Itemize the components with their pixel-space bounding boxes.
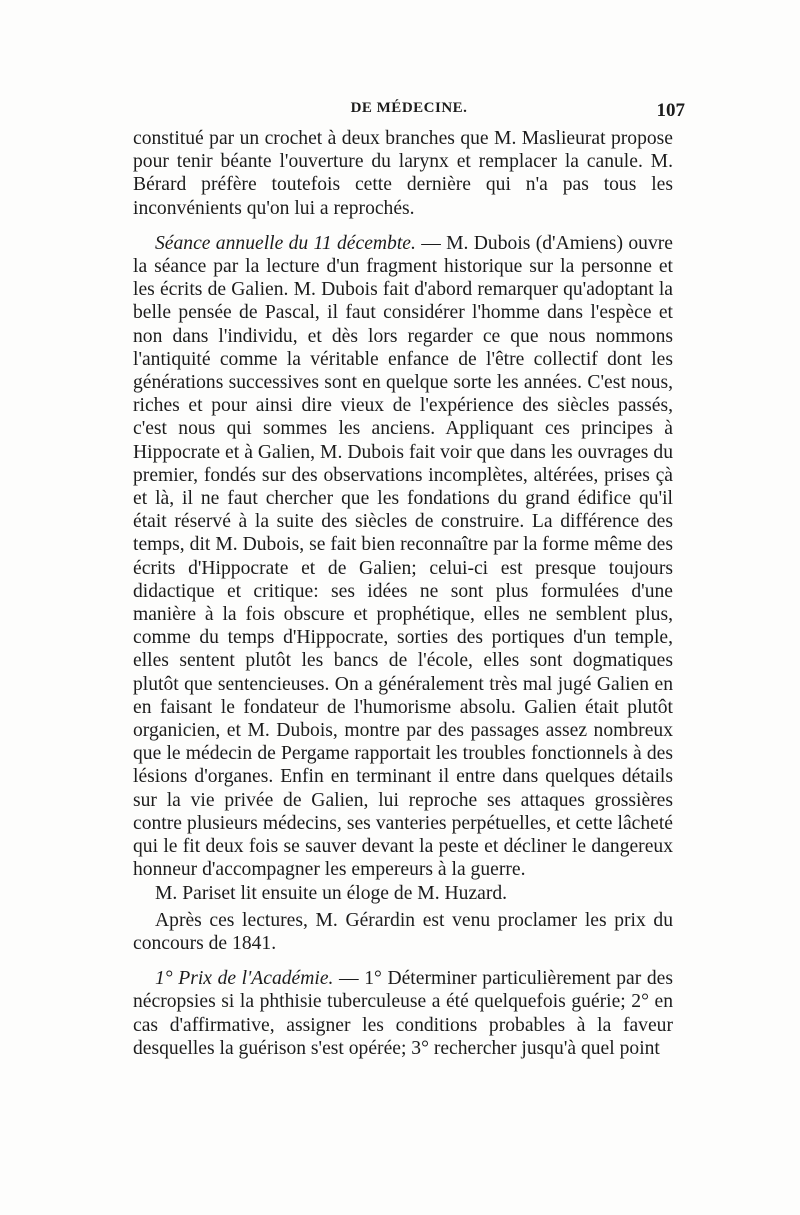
prize-heading: 1° Prix de l'Académie. — [155, 968, 334, 990]
session-heading: Séance annuelle du 11 décembte. — [155, 232, 416, 254]
paragraph-continuation: constitué par un crochet à deux branches que M. Maslieurat propose pour tenir béante l'ouverture du larynx et remplacer la canule. M. Bérard préfère toutefois cette dernière qui n'a pas tous les inconvénients qu'on lui a reprochés. — [133, 128, 673, 219]
paragraph-seance-annuelle — [133, 232, 673, 882]
running-head — [133, 100, 685, 124]
body-text — [133, 127, 673, 1060]
prize-text: — 1° Déterminer particulièrement par des nécropsies si la phthisie tuberculeuse a été quelquefois guérie; 2° en cas d'affirmative, assigner les conditions probables à la faveur desquelles la guérison s'est opérée; 3° rechercher jusqu'à quel point — [133, 968, 673, 1059]
paragraph-prix-academie — [133, 967, 673, 1060]
running-title: DE MÉDECINE. — [350, 100, 468, 116]
paragraph-pariset: M. Pariset lit ensuite un éloge de M. Huzard. — [155, 882, 508, 904]
page-number: 107 — [656, 100, 685, 121]
session-text: — M. Dubois (d'Amiens) ouvre la séance par la lecture d'un fragment historique sur la personne et les écrits de Galien. M. Dubois fait d'abord remarquer qu'adoptant la belle pensée de Pascal, il faut considérer l'homme dans l'espèce et non dans l'individu, et dès lors regarder ce que nous nommons l'antiquité comme la véritable enfance de l'être collectif dont les générations successives sont en quelque sorte les années. C'est nous, riches et pour ainsi dire vieux de l'expérience des siècles passés, c'est nous qui sommes les anciens. Appliquant ces principes à Hippocrate et à Galien, M. Dubois fait voir que dans les ouvrages du premier, fondés sur des observations incomplètes, altérées, prises çà et là, il ne faut chercher que les fondations du grand édifice qu'il était réservé à la suite des siècles de construire. La différence des temps, dit M. Dubois, se fait bien reconnaître par la forme même des écrits d'Hippocrate et de Galien; celui-ci est presque toujours didactique et critique: ses idées ne sont plus formulées d'une manière à la fois obscure et prophétique, elles ne semblent plus, comme du temps d'Hippocrate, sorties des portiques d'un temple, elles sentent plutôt les bancs de l'école, elles sont dogmatiques plutôt que sentencieuses. On a généralement très mal jugé Galien en en faisant le fondateur de l'humorisme absolu. Galien était plutôt organicien, et M. Dubois, montre par des passages assez nombreux que le médecin de Pergame rapportait les troubles fonctionnels à des lésions d'organes. Enfin en terminant il entre dans quelques détails sur la vie privée de Galien, lui reproche ses attaques grossières contre plusieurs médecins, ses vanteries perpétuelles, et cette lâcheté qui le fit deux fois se sauver devant la peste et décliner le dangereux honneur d'accompagner les empereurs à la guerre. — [133, 232, 673, 881]
paragraph-prix: Après ces lectures, M. Gérardin est venu proclamer les prix du concours de 1841. — [133, 909, 673, 954]
